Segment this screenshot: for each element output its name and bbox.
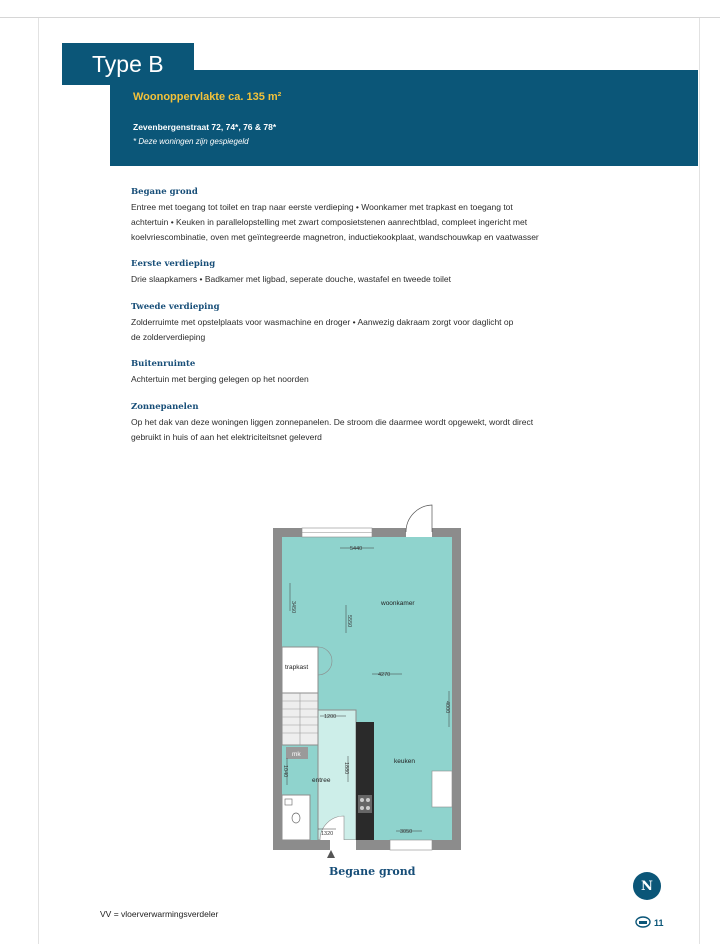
type-label: Type B [62,43,194,85]
dim-left-top: 3450 [290,601,296,614]
room-woonkamer: woonkamer [381,600,415,607]
section-line: achtertuin • Keuken in parallelopstelling met zwart composietstenen aanrechtblad, compleet ingericht met [131,217,528,227]
section-title: Begane grond [131,187,198,197]
dim-kitchen-w: 3050 [400,829,413,835]
page-number: 11 [654,918,664,928]
hob-icon [358,795,372,813]
section-tweede-verdieping [131,302,621,345]
section-eerste-verdieping [131,259,621,287]
floorplan-caption: Begane grond [329,865,416,878]
section-title: Zonnepanelen [131,402,199,412]
dim-top-width: 5440 [350,546,363,552]
section-line: Achtertuin met berging gelegen op het noorden [131,374,309,384]
section-line: koelvriescombinatie, oven met geïntegreerde magnetron, inductiekookplaat, wandschouwkap en vaatwasser [131,232,539,242]
floorplan [260,495,480,860]
dim-center-v: 5550 [346,615,352,628]
back-door-opening [406,528,432,537]
dim-left-bottom: 1040 [282,765,288,778]
section-line: de zolderverdieping [131,332,206,342]
section-zonnepanelen [131,402,621,445]
section-body [131,272,621,287]
room-trapkast: trapkast [285,664,309,671]
kitchen-counter [356,722,374,840]
living-area: Woonoppervlakte ca. 135 m² [133,91,282,103]
mirrored-note: * Deze woningen zijn gespiegeld [133,137,249,146]
section-line: Op het dak van deze woningen liggen zonnepanelen. De stroom die daarmee wordt opgewekt, wordt direct [131,417,534,427]
entrance-arrow-icon [327,850,335,858]
door-swing [406,505,432,532]
brand-logo-icon [635,916,651,928]
section-body [131,415,621,445]
section-line: Entree met toegang tot toilet en trap naar eerste verdieping • Woonkamer met trapkast en toegang tot [131,202,513,212]
bottom-window [390,840,432,850]
toilet-room [282,795,310,840]
dim-center-h: 4270 [378,672,391,678]
dim-entree-v: 1880 [343,762,349,775]
section-title: Buitenruimte [131,359,196,369]
section-line: Drie slaapkamers • Badkamer met ligbad, seperate douche, wastafel en tweede toilet [131,274,452,284]
section-body [131,200,621,245]
section-line: gebruikt in huis of aan het elektriciteitsnet geleverd [131,432,322,442]
front-door-opening [330,840,356,850]
dim-entree-w: 1320 [321,831,334,837]
tall-cabinet [432,771,452,807]
section-body [131,315,621,345]
section-begane-grond [131,187,621,245]
header-banner [110,70,698,166]
room-mk: mk [292,751,301,758]
legend-note: VV = vloerverwarmingsverdeler [100,909,219,919]
dim-stair-w: 1200 [324,714,337,720]
room-entree: entree [312,777,331,784]
section-body [131,372,621,387]
section-title: Eerste verdieping [131,259,216,269]
north-compass-icon: N [633,872,661,900]
section-buitenruimte [131,359,621,387]
room-keuken: keuken [394,758,415,765]
section-line: Zolderruimte met opstelplaats voor wasmachine en droger • Aanwezig dakraam zorgt voor daglicht op [131,317,514,327]
address: Zevenbergenstraat 72, 74*, 76 & 78* [133,122,277,132]
section-title: Tweede verdieping [131,302,220,312]
dim-right-v: 4000 [444,701,450,714]
